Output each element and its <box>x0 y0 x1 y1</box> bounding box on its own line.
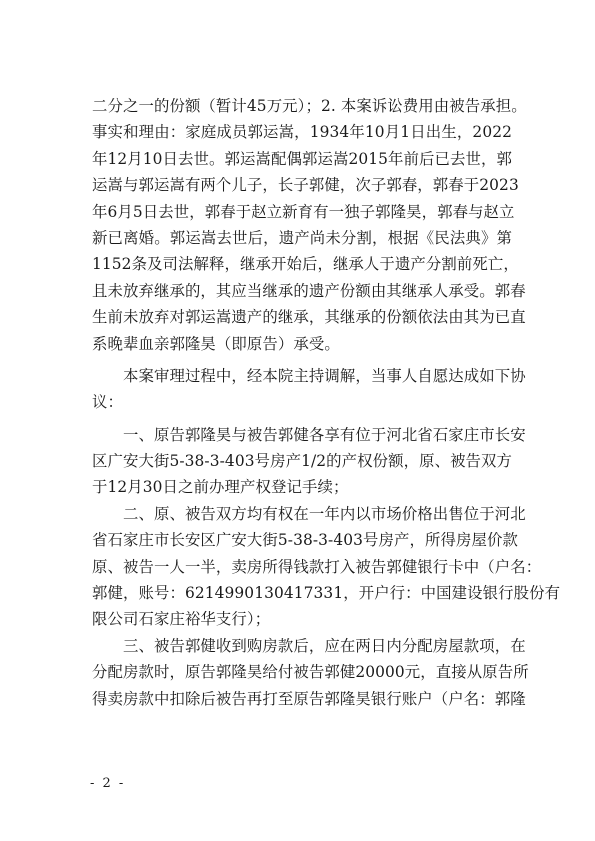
text-line: 于12月30日之前办理产权登记手续； <box>92 478 349 497</box>
text-line: 原、被告一人一半，卖房所得钱款打入被告郭健银行卡中（户名： <box>92 557 542 576</box>
text-line: 区广安大街5-38-3-403号房产1/2的产权份额，原、被告双方 <box>92 452 513 471</box>
paragraph-mediation-intro <box>92 363 526 416</box>
text-line: 分配房款时，原告郭隆昊给付被告郭健20000元，直接从原告所 <box>92 663 529 682</box>
text-line: 运嵩与郭运嵩有两个儿子，长子郭健，次子郭春，郭春于2023 <box>92 176 519 195</box>
text-line: 且未放弃继承的，其应当继承的遗产份额由其继承人承受。郭春 <box>92 281 526 300</box>
text-line: 限公司石家庄裕华支行）； <box>92 610 271 629</box>
text-line: 二、原、被告双方均有权在一年内以市场价格出售位于河北 <box>92 504 526 523</box>
text-line: 郭健，账号：6214990130417331，开户行：中国建设银行股份有 <box>92 584 561 603</box>
body-text <box>92 93 561 712</box>
text-line: 事实和理由：家庭成员郭运嵩，1934年10月1日出生，2022 <box>92 123 512 142</box>
text-line: 本案审理过程中，经本院主持调解，当事人自愿达成如下协 <box>92 366 526 385</box>
text-line: 得卖房款中扣除后被告再打至原告郭隆昊银行账户（户名：郭隆 <box>92 689 526 708</box>
text-line: 二分之一的份额（暂计45万元）；2. 本案诉讼费用由被告承担。 <box>92 97 527 115</box>
text-line: 省石家庄市长安区广安大街5-38-3-403号房产，所得房屋价款 <box>92 531 518 550</box>
paragraph-agreement-item-1 <box>92 422 526 501</box>
text-line: 议： <box>92 393 123 412</box>
text-line: 1152条及司法解释，继承开始后，继承人于遗产分割前死亡， <box>92 255 519 274</box>
paragraph-agreement-item-2 <box>92 501 561 633</box>
page-number: - 2 - <box>90 776 126 791</box>
paragraph-claims-and-facts <box>92 93 527 357</box>
text-line: 系晚辈血亲郭隆昊（即原告）承受。 <box>92 334 340 353</box>
text-line: 三、被告郭健收到购房款后，应在两日内分配房屋款项，在 <box>92 636 526 655</box>
text-line: 新已离婚。郭运嵩去世后，遗产尚未分割，根据《民法典》第 <box>92 228 512 247</box>
paragraph-agreement-item-3 <box>92 633 529 712</box>
text-line: 一、原告郭隆昊与被告郭健各享有位于河北省石家庄市长安 <box>92 425 526 444</box>
text-line: 年12月10日去世。郭运嵩配偶郭运嵩2015年前后已去世，郭 <box>92 149 512 168</box>
text-line: 生前未放弃对郭运嵩遗产的继承，其继承的份额依法由其为已直 <box>92 308 526 327</box>
text-line: 年6月5日去世，郭春于赵立新育有一独子郭隆昊，郭春与赵立 <box>92 202 515 221</box>
